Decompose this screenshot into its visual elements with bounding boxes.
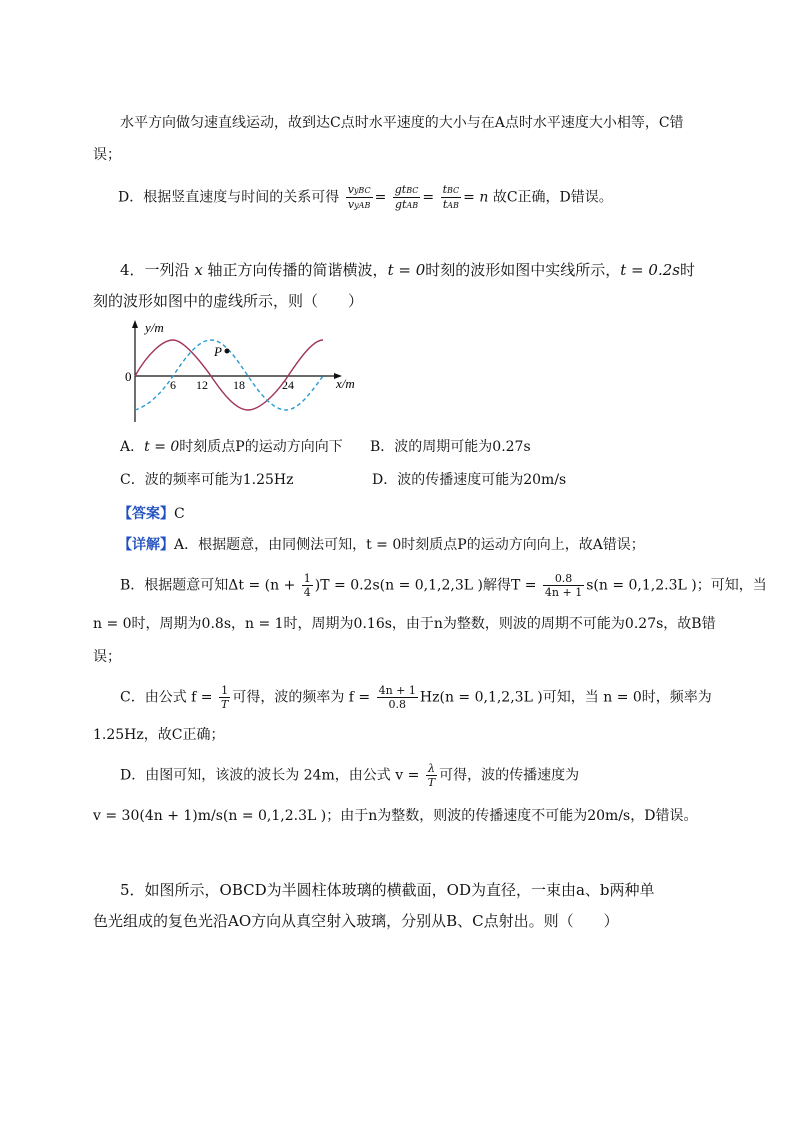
detail-d-line2: v = 30(4n + 1)m/s(n = 0,1,2.3L )；由于n为整数，则波的传播速度不可能为20m/s，D错误。 xyxy=(93,808,698,824)
tick-label-24: 24 xyxy=(282,378,294,392)
q4-stem-line2: 刻的波形如图中的虚线所示，则（ ） xyxy=(93,292,364,310)
tick-label-18: 18 xyxy=(233,378,245,392)
option-d: D．波的传播速度可能为20m/s xyxy=(372,472,567,488)
detail-c-line2: 1.25Hz，故C正确； xyxy=(93,727,225,743)
prev-option-d: D．根据竖直速度与时间的关系可得 $\frac{\text{vyBC}}{\text{vyAB}}$ = $\frac{\text{gtBC}}{\text{gtAB}}$ = $\frac{\text{tBC}}{\text{tAB}}$ = n 故C正确，D错误。 xyxy=(118,183,613,211)
point-p xyxy=(225,349,230,354)
tick-label-12: 12 xyxy=(196,378,208,392)
fraction-t: $\frac{\text{tBC}}{\text{tAB}}$ xyxy=(442,183,460,211)
tick-label-6: 6 xyxy=(170,378,176,392)
point-p-label: P xyxy=(214,344,222,359)
detail-a: 【详解】A．根据题意，由同侧法可知，t = 0时刻质点P的运动方向向上，故A错误； xyxy=(118,537,645,553)
q5-line2: 色光组成的复色光沿AO方向从真空射入玻璃，分别从B、C点射出。则（ ） xyxy=(93,912,619,930)
fraction-vy: $\frac{\text{vyBC}}{\text{vyAB}}$ xyxy=(347,183,371,211)
x-axis-label: x/m xyxy=(336,376,355,391)
option-b: B．波的周期可能为0.27s xyxy=(370,439,531,455)
detail-b-line1: B．根据题意可知Δt = (n + $\frac{1}{4}$ )T = 0.2s(n = 0,1,2,3L )解得T = $\frac{0.8}{4n + 1}$ s(n = 0,1,2.3L )；可知，当 xyxy=(120,572,767,599)
q4-stem-line1: 4．一列沿 x 轴正方向传播的简谐横波，t = 0时刻的波形如图中实线所示，t = 0.2s时 xyxy=(120,261,695,279)
detail-b-line2: n = 0时，周期为0.8s，n = 1时，周期为0.16s，由于n为整数，则波的周期不可能为0.27s，故B错 xyxy=(93,616,716,632)
prev-d-post: 故C正确，D错误。 xyxy=(492,189,613,206)
detail-c-line1: C．由公式 f = $\frac{1}{T}$ 可得，波的频率为 f = $\frac{4n + 1}{0.8}$ Hz(n = 0,1,2,3L )可知，当 n = 0时，频率为 xyxy=(120,684,712,711)
y-axis-arrow xyxy=(132,320,138,328)
prev-line2: 误； xyxy=(93,147,121,163)
detail-b-line3: 误； xyxy=(93,649,121,665)
option-a: A．t = 0时刻质点P的运动方向向下 xyxy=(120,439,343,455)
prev-d-pre: D．根据竖直速度与时间的关系可得 xyxy=(118,189,340,206)
prev-line1: 水平方向做匀速直线运动，故到达C点时水平速度的大小与在A点时水平速度大小相等，C错 xyxy=(120,115,684,131)
origin-label: 0 xyxy=(125,369,132,384)
q5-line1: 5．如图所示，OBCD为半圆柱体玻璃的横截面，OD为直径，一束由a、b两种单 xyxy=(120,881,655,899)
answer-line: 【答案】C xyxy=(118,506,185,522)
y-axis-label: y/m xyxy=(145,320,164,335)
option-c: C．波的频率可能为1.25Hz xyxy=(120,472,294,488)
detail-d-line1: D．由图可知，该波的波长为 24m，由公式 v = $\frac{\lambda}{T}$ 可得，波的传播速度为 xyxy=(120,762,580,789)
wave-figure xyxy=(118,318,368,426)
fraction-gt: $\frac{\text{gtBC}}{\text{gtAB}}$ xyxy=(394,183,419,211)
